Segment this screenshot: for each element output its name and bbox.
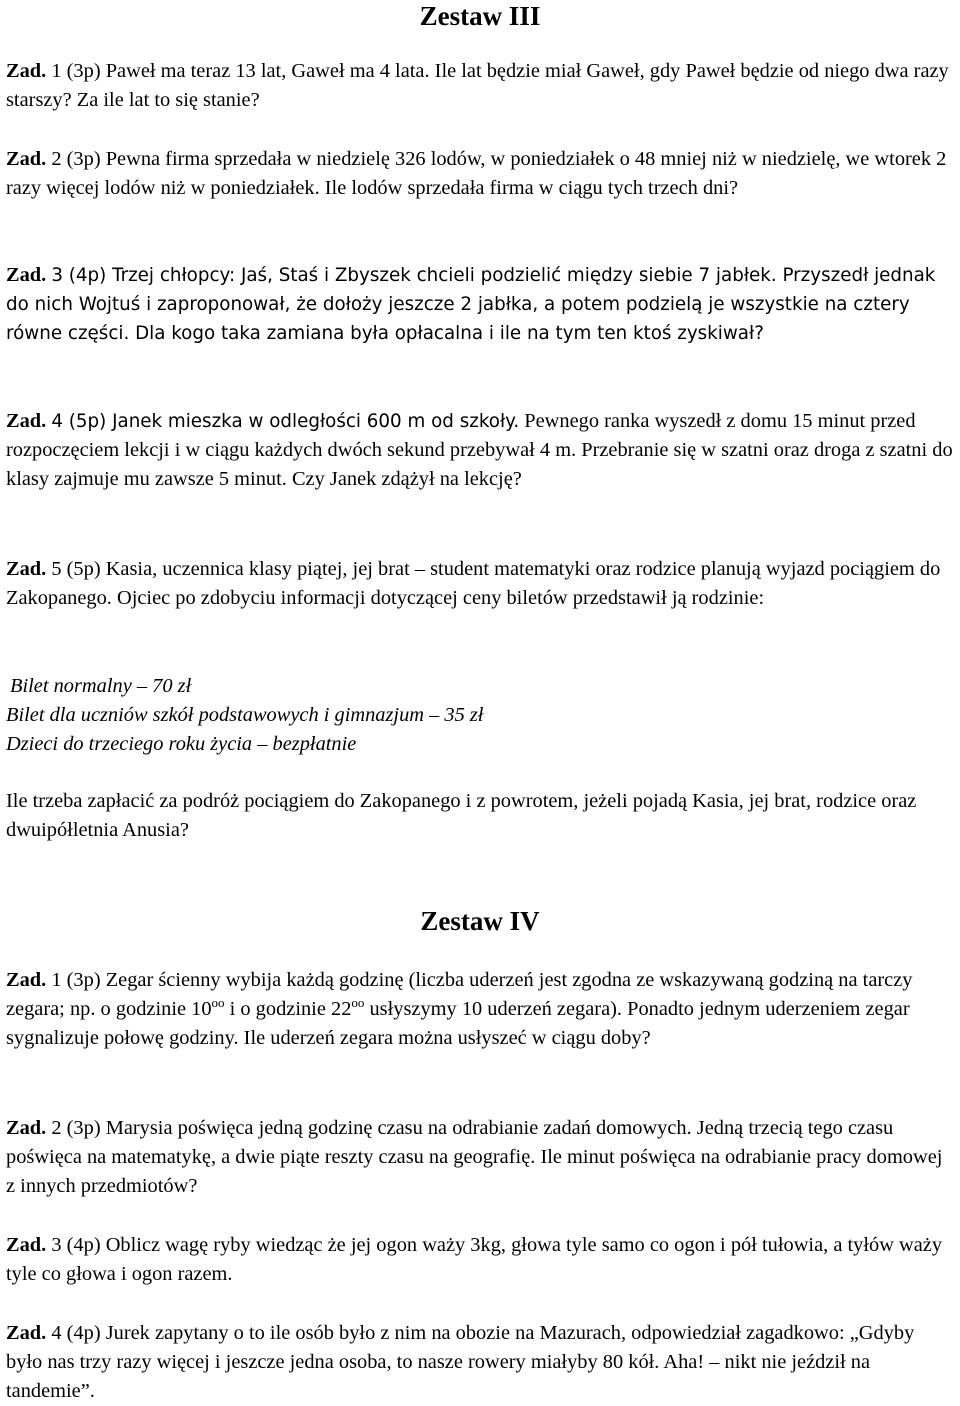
task-label: Zad. (6, 1234, 52, 1256)
zestaw-3-task-3 (6, 261, 954, 348)
zestaw-3-task-5 (6, 555, 954, 613)
task-text-part-1: 1 (3p) Zegar ścienny wybija każdą godzinę (liczba uderzeń jest zgodna ze wskazywaną godziną na tarczy zegara; np. o godzinie 10 (6, 969, 913, 1020)
zestaw-4-task-4 (6, 1319, 954, 1406)
task-label: Zad. (6, 148, 52, 170)
task-label: Zad. (6, 969, 52, 991)
superscript: oo (351, 995, 365, 1010)
task-label: Zad. (6, 410, 52, 432)
ticket-price-item: Bilet dla uczniów szkół podstawowych i gimnazjum – 35 zł (6, 704, 484, 726)
task-text: 3 (4p) Trzej chłopcy: Jaś, Staś i Zbyszek chcieli podzielić między siebie 7 jabłek. Przyszedł jednak do nich Wojtuś i zaproponował, że dołoży jeszcze 2 jabłka, a potem podzielą je wszystkie na cztery równe części. Dla kogo taka zamiana była opłacalna i ile na tym ten ktoś zyskiwał? (6, 265, 936, 344)
zestaw-3-task-1 (6, 57, 954, 115)
task-text-part-3: usłyszymy 10 uderzeń zegara). Ponadto jednym uderzeniem zegar sygnalizuje połowę godziny. Ile uderzeń zegara można usłyszeć w ciągu doby? (6, 998, 910, 1049)
task-text-part-2: i o godzinie 22 (224, 998, 352, 1020)
zestaw-4-title: Zestaw IV (420, 906, 540, 936)
zestaw-3-task-4 (6, 407, 954, 494)
superscript: oo (211, 995, 225, 1010)
task-label: Zad. (6, 264, 52, 286)
task-text-part-2: Pewnego ranka wyszedł z domu 15 minut przed rozpoczęciem lekcji i w ciągu każdych dwóch sekund przebywał 4 m. Przebranie się w szatni oraz droga z szatni do klasy zajmuje mu zawsze 5 minut. Czy Janek zdążył na lekcję? (6, 410, 953, 490)
task-text: 2 (3p) Marysia poświęca jedną godzinę czasu na odrabianie zadań domowych. Jedną trzecią tego czasu poświęca na matematykę, a dwie piąte reszty czasu na geografię. Ile minut poświęca na odrabianie pracy domowej z innych przedmiotów? (6, 1117, 943, 1197)
zestaw-4-task-1 (6, 966, 954, 1053)
zestaw-3-title: Zestaw III (419, 1, 541, 31)
ticket-price-item: Dzieci do trzeciego roku życia – bezpłatnie (6, 733, 357, 755)
ticket-price-list (6, 672, 954, 759)
task-text: 1 (3p) Paweł ma teraz 13 lat, Gaweł ma 4 lata. Ile lat będzie miał Gaweł, gdy Paweł będzie od niego dwa razy starszy? Za ile lat to się stanie? (6, 60, 949, 111)
zestaw-3-task-2 (6, 145, 954, 203)
task-text: 4 (4p) Jurek zapytany o to ile osób było z nim na obozie na Mazurach, odpowiedział zagadkowo: „Gdyby było nas trzy razy więcej i jeszcze jedna osoba, to nasze rowery miałyby 80 kół. Aha! – nikt nie jeździł na tandemie”. (6, 1322, 915, 1402)
task-text: 3 (4p) Oblicz wagę ryby wiedząc że jej ogon waży 3kg, głowa tyle samo co ogon i pół tułowia, a tyłów waży tyle co głowa i ogon razem. (6, 1234, 943, 1285)
task-label: Zad. (6, 1322, 52, 1344)
zestaw-4-task-3 (6, 1231, 954, 1289)
task-label: Zad. (6, 60, 52, 82)
task-label: Zad. (6, 1117, 52, 1139)
task-text: 5 (5p) Kasia, uczennica klasy piątej, jej brat – student matematyki oraz rodzice planują wyjazd pociągiem do Zakopanego. Ojciec po zdobyciu informacji dotyczącej ceny biletów przedstawił ją rodzinie: (6, 558, 941, 609)
zestaw-4-task-2 (6, 1114, 954, 1201)
zestaw-3-task-5-question: Ile trzeba zapłacić za podróż pociągiem do Zakopanego i z powrotem, jeżeli pojadą Kasia, jej brat, rodzice oraz dwuipółletnia Anusia? (6, 790, 917, 841)
task-label: Zad. (6, 558, 52, 580)
task-text-part-1: 4 (5p) Janek mieszka w odległości 600 m od szkoły. (51, 411, 520, 432)
ticket-price-item: Bilet normalny – 70 zł (10, 675, 192, 697)
task-text: 2 (3p) Pewna firma sprzedała w niedzielę 326 lodów, w poniedziałek o 48 mniej niż w niedzielę, we wtorek 2 razy więcej lodów niż w poniedziałek. Ile lodów sprzedała firma w ciągu tych trzech dni? (6, 148, 947, 199)
